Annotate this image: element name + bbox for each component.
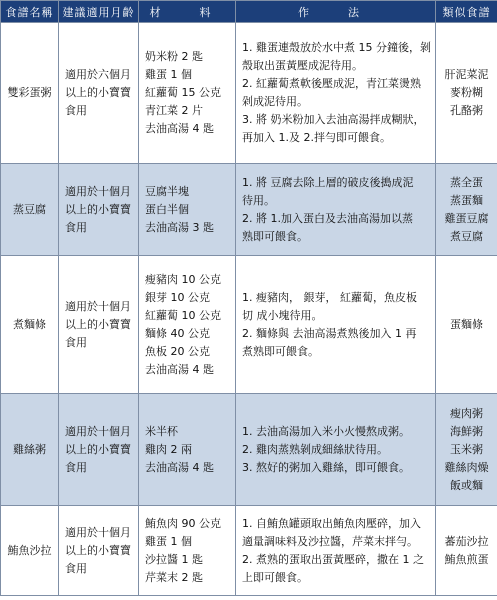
recipe-name: 蒸豆腐 (1, 164, 59, 256)
step-line: 1. 將 豆腐去除上層的破皮後搗成泥 (242, 175, 414, 189)
material-item: 豆腐半塊 (145, 184, 189, 198)
step-line: 適量調味料及沙拉醬，芹菜末拌勻。 (242, 534, 418, 548)
step-line: 3. 熬好的粥加入雞絲，即可餵食。 (242, 460, 410, 474)
step-line: 剁成泥待用。 (242, 95, 308, 108)
header-similar: 類似食譜 (436, 1, 497, 23)
step-line: 煮熟即可餵食。 (242, 344, 319, 358)
table-row (1, 164, 497, 256)
table-row (1, 506, 497, 596)
material-item: 紅蘿蔔 15 公克 (145, 86, 221, 99)
material-item: 去油高湯 3 匙 (145, 220, 214, 234)
similar-item: 飯或麵 (450, 478, 483, 492)
recipe-steps (236, 506, 436, 596)
similar-item: 蛋麵條 (450, 317, 483, 331)
recipe-name: 鮪魚沙拉 (1, 506, 59, 596)
step-line: 2. 將 1.加入蛋白及去油高湯加以蒸 (242, 211, 413, 225)
material-item: 瘦豬肉 10 公克 (145, 272, 221, 286)
material-item: 青江菜 2 片 (145, 104, 203, 117)
step-line: 殼取出蛋黃壓成泥待用。 (242, 59, 363, 72)
recipe-name: 雙彩蛋粥 (1, 23, 59, 164)
step-line: 1. 去油高湯加入米小火慢熬成粥。 (242, 424, 410, 438)
material-item: 鮪魚肉 90 公克 (145, 516, 221, 530)
recipe-age: 適用於六個月以上的小寶寶食用 (59, 23, 139, 164)
material-item: 雞蛋 1 個 (145, 68, 192, 81)
material-item: 去油高湯 4 匙 (145, 122, 214, 135)
recipe-steps (236, 164, 436, 256)
similar-item: 孔酪粥 (450, 104, 483, 117)
step-line: 2. 紅蘿蔔煮軟後壓成泥，青江菜燙熟 (242, 77, 421, 90)
step-line: 3. 將 奶米粉加入去油高湯拌成糊狀， (242, 113, 425, 126)
recipe-steps (236, 256, 436, 394)
recipe-materials (139, 164, 236, 256)
recipe-materials (139, 506, 236, 596)
recipe-age: 適用於十個月以上的小寶寶食用 (59, 506, 139, 596)
similar-item: 蕃茄沙拉 (444, 534, 489, 548)
material-item: 奶米粉 2 匙 (145, 50, 203, 63)
material-item: 去油高湯 4 匙 (145, 362, 214, 376)
header-recipe-name: 食譜名稱 (1, 1, 59, 23)
similar-item: 蒸蛋麵 (450, 193, 483, 207)
material-item: 魚板 20 公克 (145, 344, 210, 358)
material-item: 紅蘿蔔 10 公克 (145, 308, 221, 322)
material-item: 銀芽 10 公克 (145, 290, 210, 304)
material-item: 去油高湯 4 匙 (145, 460, 214, 474)
step-line: 2. 煮熟的蛋取出蛋黃壓碎，撒在 1 之 (242, 552, 424, 566)
similar-item: 雞絲肉燥 (444, 460, 489, 474)
similar-item: 煮豆腐 (450, 229, 483, 243)
step-line: 待用。 (242, 193, 275, 207)
material-item: 芹菜末 2 匙 (145, 570, 203, 584)
step-line: 上即可餵食。 (242, 570, 308, 584)
recipe-steps (236, 23, 436, 164)
recipe-name: 煮麵條 (1, 256, 59, 394)
recipe-age: 適用於十個月以上的小寶寶食用 (59, 256, 139, 394)
similar-item: 肝泥菜泥 (444, 68, 489, 81)
material-item: 雞肉 2 兩 (145, 442, 192, 456)
similar-item: 瘦肉粥 (450, 406, 483, 420)
material-item: 米半杯 (145, 424, 178, 438)
material-item: 麵條 40 公克 (145, 326, 210, 340)
step-line: 1. 瘦豬肉， 銀芽， 紅蘿蔔，魚皮板 (242, 290, 417, 304)
step-line: 1. 雞蛋連殼放於水中煮 15 分鐘後，剝 (242, 41, 431, 54)
step-line: 1. 自鮪魚罐頭取出鮪魚肉壓碎，加入 (242, 516, 421, 530)
recipe-similar (436, 506, 497, 596)
header-row (1, 1, 497, 23)
recipe-steps (236, 394, 436, 506)
recipe-similar (436, 164, 497, 256)
recipe-similar (436, 23, 497, 164)
table-row (1, 256, 497, 394)
recipe-materials (139, 256, 236, 394)
material-item: 雞蛋 1 個 (145, 534, 192, 548)
similar-item: 玉米粥 (450, 442, 483, 456)
header-materials: 材 料 (139, 1, 236, 23)
step-line: 熟即可餵食。 (242, 229, 308, 243)
step-line: 2. 麵條與 去油高湯煮熟後加入 1 再 (242, 326, 417, 340)
recipe-materials (139, 23, 236, 164)
step-line: 再加入 1.及 2.拌勻即可餵食。 (242, 131, 391, 144)
recipe-age: 適用於十個月以上的小寶寶食用 (59, 164, 139, 256)
recipe-similar (436, 256, 497, 394)
similar-item: 麥粉糊 (450, 86, 483, 99)
recipe-similar (436, 394, 497, 506)
recipe-name: 雞絲粥 (1, 394, 59, 506)
header-steps: 作 法 (236, 1, 436, 23)
similar-item: 蒸全蛋 (450, 175, 483, 189)
similar-item: 雞蛋豆腐 (444, 211, 489, 225)
similar-item: 鮪魚煎蛋 (444, 552, 489, 566)
table-row (1, 23, 497, 164)
table-row (1, 394, 497, 506)
material-item: 沙拉醬 1 匙 (145, 552, 203, 566)
header-age: 建議適用月齡 (59, 1, 139, 23)
recipe-materials (139, 394, 236, 506)
recipe-age: 適用於十個月以上的小寶寶食用 (59, 394, 139, 506)
step-line: 2. 雞肉蒸熟剝成細絲狀待用。 (242, 442, 388, 456)
material-item: 蛋白半個 (145, 202, 189, 216)
similar-item: 海鮮粥 (450, 424, 483, 438)
step-line: 切 成小塊待用。 (242, 308, 323, 322)
